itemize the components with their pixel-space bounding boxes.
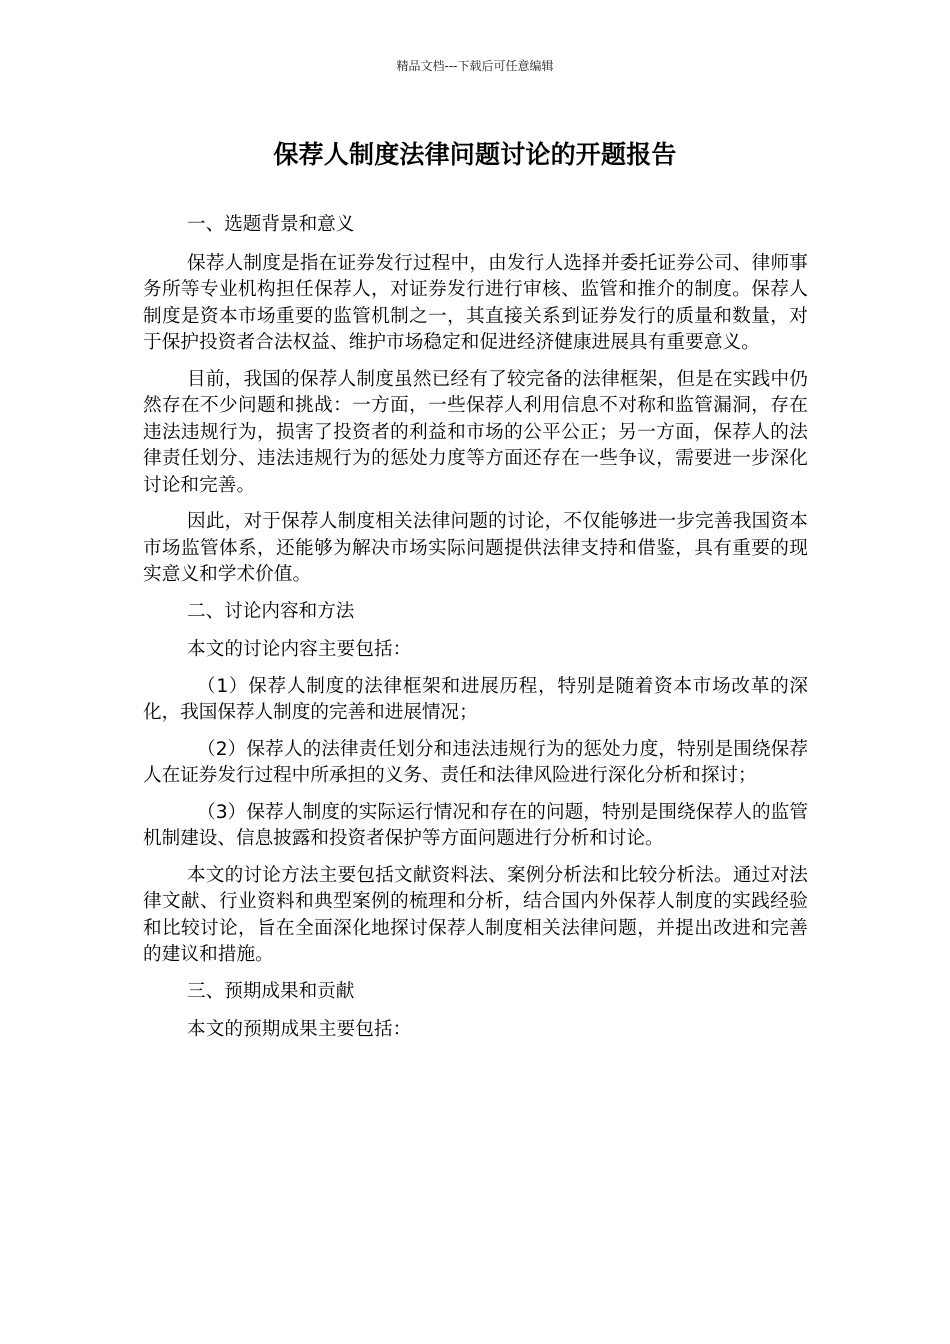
section-heading-expected-results: 三、预期成果和贡献 <box>187 980 355 1002</box>
paragraph-method: 本文的讨论方法主要包括文献资料法、案例分析法和比较分析法。通过对法律文献、行业资料和典型案例的梳理和分析，结合国内外保荐人制度的实践经验和比较讨论，旨在全面深化地探讨保荐人制度相关法律问题，并提出改进和完善的建议和措施。 <box>143 864 808 965</box>
document-title: 保荐人制度法律问题讨论的开题报告 <box>273 140 677 169</box>
section-heading-background: 一、选题背景和意义 <box>187 214 355 235</box>
header-note: 精品文档---下载后可任意编辑 <box>396 59 554 73</box>
section-heading-content-method: 二、讨论内容和方法 <box>187 600 355 622</box>
paragraph-content-intro: 本文的讨论内容主要包括： <box>187 639 412 660</box>
list-item-operation: （3）保荐人制度的实际运行情况和存在的问题，特别是围绕保荐人的监管机制建设、信息披露和投资者保护等方面问题进行分析和讨论。 <box>143 801 808 849</box>
document-body <box>143 212 808 1054</box>
paragraph-definition: 保荐人制度是指在证券发行过程中，由发行人选择并委托证券公司、律师事务所等专业机构担任保荐人，对证券发行进行审核、监管和推介的制度。保荐人制度是资本市场重要的监管机制之一，其直接关系到证券发行的质量和数量，对于保护投资者合法权益、维护市场稳定和促进经济健康进展具有重要意义。 <box>143 252 808 353</box>
paragraph-results-intro: 本文的预期成果主要包括： <box>187 1019 412 1040</box>
paragraph-significance: 因此，对于保荐人制度相关法律问题的讨论，不仅能够进一步完善我国资本市场监管体系，还能够为解决市场实际问题提供法律支持和借鉴，具有重要的现实意义和学术价值。 <box>143 511 808 585</box>
list-item-liability: （2）保荐人的法律责任划分和违法违规行为的惩处力度，特别是围绕保荐人在证券发行过程中所承担的义务、责任和法律风险进行深化分析和探讨； <box>143 738 808 786</box>
paragraph-current-problems: 目前，我国的保荐人制度虽然已经有了较完备的法律框架，但是在实践中仍然存在不少问题和挑战：一方面，一些保荐人利用信息不对称和监管漏洞，存在违法违规行为，损害了投资者的利益和市场的公平公正；另一方面，保荐人的法律责任划分、违法违规行为的惩处力度等方面还存在一些争议，需要进一步深化讨论和完善。 <box>143 368 808 496</box>
list-item-framework: （1）保荐人制度的法律框架和进展历程，特别是随着资本市场改革的深化，我国保荐人制度的完善和进展情况； <box>143 675 808 723</box>
